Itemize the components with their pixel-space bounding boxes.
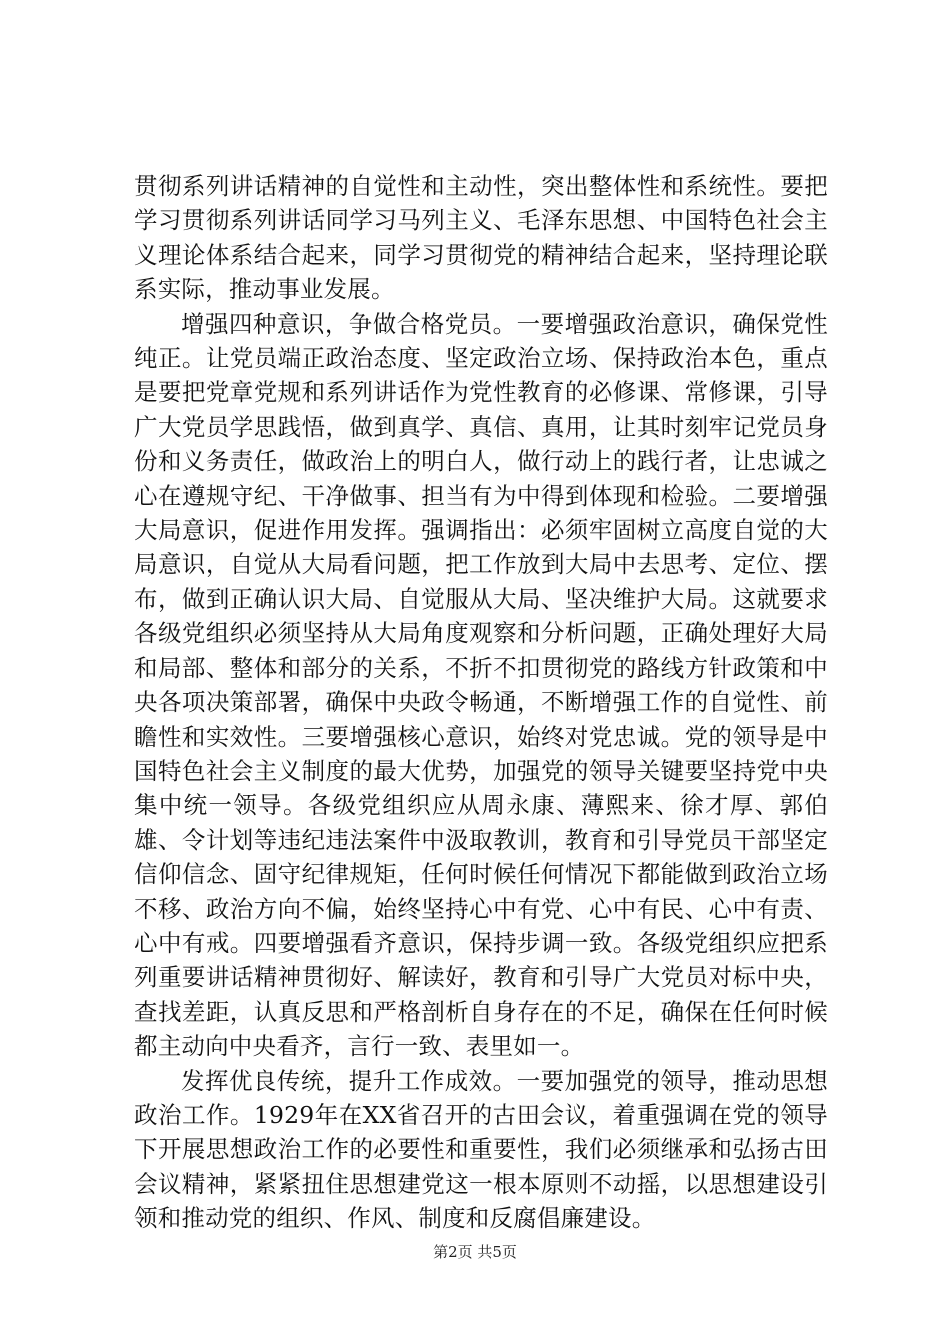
page-footer: 第2页 共5页: [433, 1243, 517, 1261]
paragraph-four-awareness: 增强四种意识，争做合格党员。一要增强政治意识，确保党性纯正。让党员端正政治态度、坚定政治立场、保持政治本色，重点是要把党章党规和系列讲话作为党性教育的必修课、常修课，引导广大党员学思践悟，做到真学、真信、真用，让其时刻牢记党员身份和义务责任，做政治上的明白人，做行动上的践行者，让忠诚之心在遵规守纪、干净做事、担当有为中得到体现和检验。二要增强大局意识，促进作用发挥。强调指出：必须牢固树立高度自觉的大局意识，自觉从大局看问题，把工作放到大局中去思考、定位、摆布，做到正确认识大局、自觉服从大局、坚决维护大局。这就要求各级党组织必须坚持从大局角度观察和分析问题，正确处理好大局和局部、整体和部分的关系，不折不扣贯彻党的路线方针政策和中央各项决策部署，确保中央政令畅通，不断增强工作的自觉性、前瞻性和实效性。三要增强核心意识，始终对党忠诚。党的领导是中国特色社会主义制度的最大优势，加强党的领导关键要坚持党中央集中统一领导。各级党组织应从周永康、薄熙来、徐才厚、郭伯雄、令计划等违纪违法案件中汲取教训，教育和引导党员干部坚定信仰信念、固守纪律规矩，任何时候任何情况下都能做到政治立场不移、政治方向不偏，始终坚持心中有党、心中有民、心中有责、心中有戒。四要增强看齐意识，保持步调一致。各级党组织应把系列重要讲话精神贯彻好、解读好，教育和引导广大党员对标中央，查找差距，认真反思和严格剖析自身存在的不足，确保在任何时候都主动向中央看齐，言行一致、表里如一。: [134, 309, 828, 1061]
paragraph-fine-traditions: 发挥优良传统，提升工作成效。一要加强党的领导，推动思想政治工作。1929年在XX省召开的古田会议，着重强调在党的领导下开展思想政治工作的必要性和重要性，我们必须继承和弘扬古田会议精神，紧紧扭住思想建党这一根本原则不动摇，以思想建设引领和推动党的组织、作风、制度和反腐倡廉建设。: [134, 1066, 828, 1233]
paragraph-continued: 贯彻系列讲话精神的自觉性和主动性，突出整体性和系统性。要把学习贯彻系列讲话同学习马列主义、毛泽东思想、中国特色社会主义理论体系结合起来，同学习贯彻党的精神结合起来，坚持理论联系实际，推动事业发展。: [134, 172, 828, 304]
document-body: [134, 169, 828, 1236]
